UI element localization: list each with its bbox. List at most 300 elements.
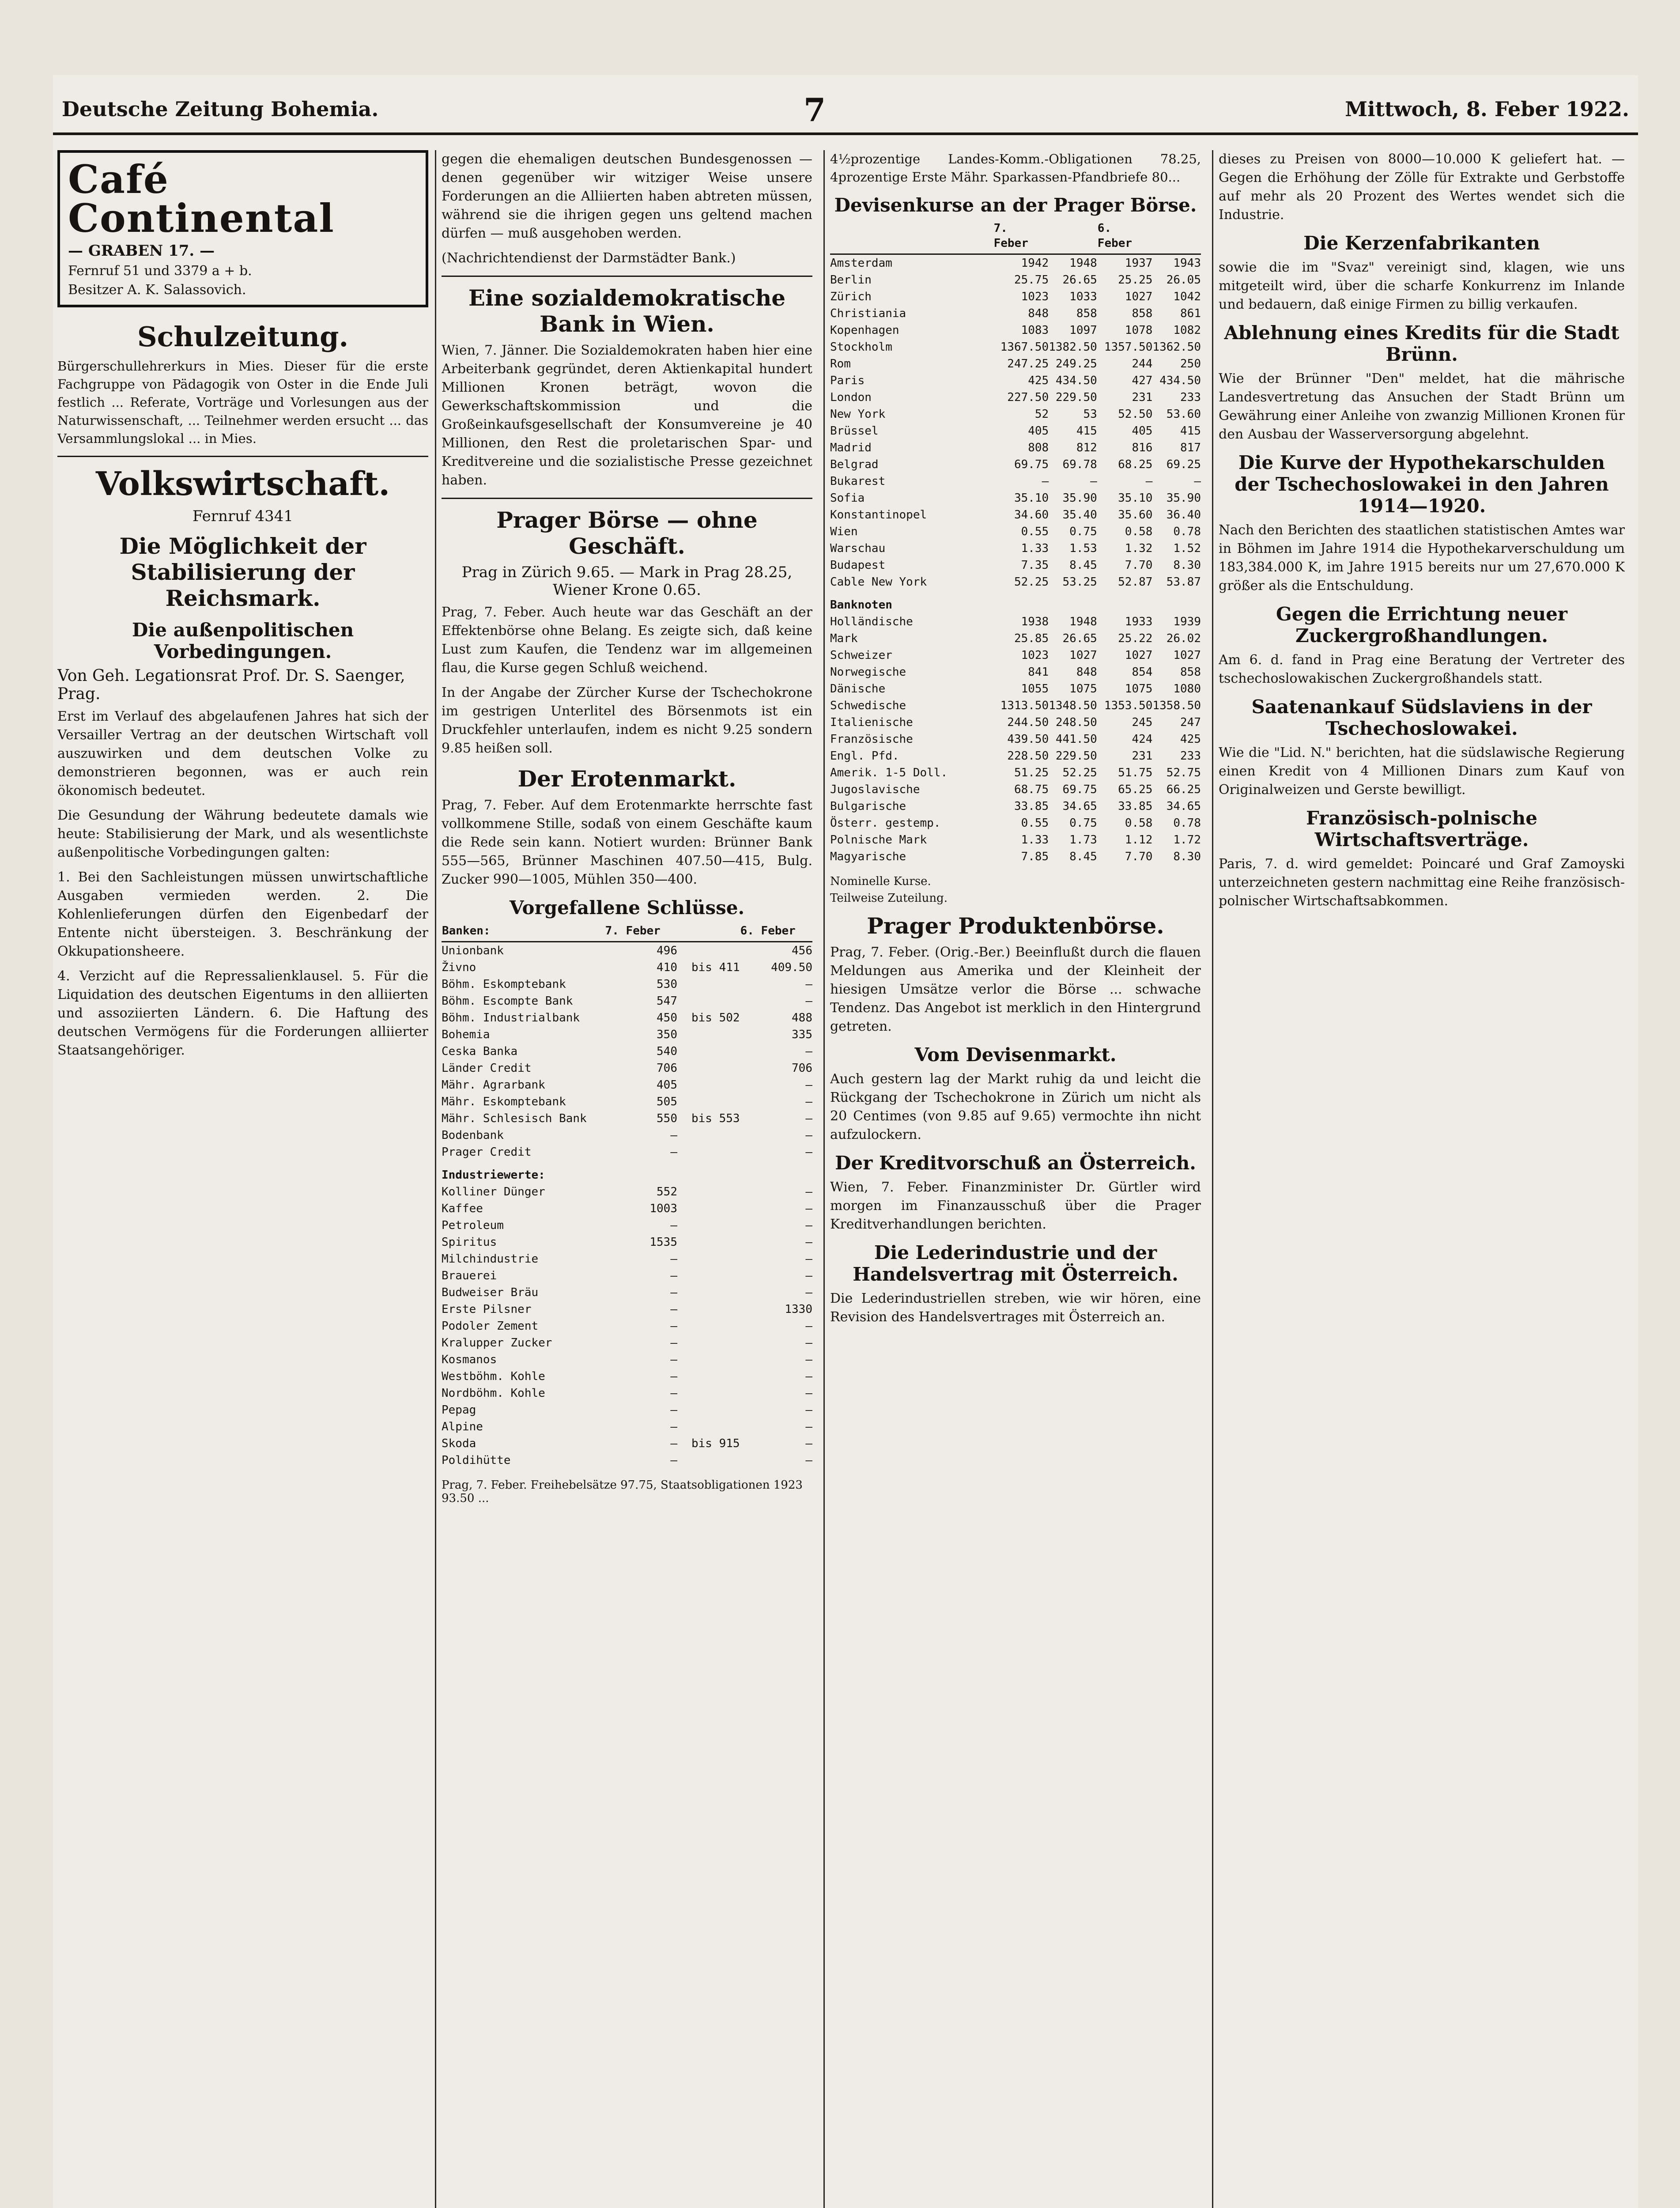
issue-date: Mittwoch, 8. Feber 1922. [1345, 97, 1629, 121]
table-cell: — [1090, 475, 1097, 488]
table-cell: 505 [657, 1095, 677, 1108]
table-cell: 434.50 [1159, 374, 1201, 387]
table-cell: 1078 [1125, 324, 1153, 337]
table-cell: Mähr. Schlesisch Bank [442, 1112, 587, 1125]
note: Teilweise Zuteilung. [830, 892, 948, 905]
produkt-title: Prager Produktenbörse. [867, 913, 1164, 939]
table-row [830, 339, 1201, 355]
table-cell: 26.65 [1062, 273, 1097, 287]
table-row [442, 1127, 812, 1144]
schluesse-table [442, 923, 812, 1469]
table-row [830, 439, 1201, 456]
table-row [830, 272, 1201, 288]
saat-title: Saatenankauf Südslaviens in der Tschechoslowakei. [1251, 696, 1592, 739]
table-cell: 405 [1028, 424, 1049, 438]
table-separator-label: Banknoten [830, 598, 892, 612]
table-cell: 1362.50 [1152, 340, 1201, 354]
table-cell: Holländische [830, 615, 913, 628]
table-cell: — [670, 1269, 677, 1282]
table-cell: 1003 [649, 1202, 677, 1215]
table-cell: 405 [657, 1078, 677, 1092]
table-row [442, 942, 812, 960]
table-cell: 1943 [1173, 257, 1201, 270]
table-cell: 247.25 [1007, 357, 1049, 371]
table-cell: 35.10 [1118, 492, 1153, 505]
table-cell: Podoler Zement [442, 1320, 539, 1333]
table-cell: 854 [1132, 665, 1153, 679]
table-cell: 415 [1180, 424, 1201, 438]
boerse-text: Prag, 7. Feber. Auch heute war das Geschäft an der Effektenbörse ohne Belang. Es zeigte sich, daß keine Lust zum Kaufen, die Tendenz war im allgemeinen flau, die Kurse gegen Schluß weichend. [442, 605, 812, 676]
table-cell: Bohemia [442, 1028, 490, 1041]
table-cell: 1042 [1173, 290, 1201, 303]
table-cell: 52.25 [1062, 766, 1097, 779]
table-cell: 1027 [1069, 649, 1097, 662]
table-cell: 439.50 [1007, 733, 1049, 746]
table-row [442, 993, 812, 1009]
table-cell: 25.75 [1014, 273, 1049, 287]
table-cell: 0.58 [1125, 525, 1153, 538]
column-4 [1219, 150, 1625, 2208]
table-cell: 244 [1132, 357, 1153, 371]
table-row [830, 523, 1201, 540]
column-3 [830, 150, 1201, 2208]
table-cell: — [670, 1420, 677, 1433]
continued-paragraph: gegen die ehemaligen deutschen Bundesgenossen — denen gegenüber wir witziger Weise unsere Forderungen an die Alliierten haben abtreten müssen, während sie die ihrigen gegen uns geltend machen dürfen — muß ausgehoben werden. [442, 151, 812, 241]
table-cell: 52.25 [1014, 575, 1049, 589]
table-cell: 8.45 [1069, 559, 1097, 572]
table-cell: 53.60 [1166, 408, 1201, 421]
table-cell: 405 [1132, 424, 1153, 438]
table-row [442, 1183, 812, 1200]
table-cell [677, 1418, 740, 1435]
table-cell: — [805, 1336, 812, 1350]
table-row [830, 731, 1201, 748]
table-row [830, 355, 1201, 372]
table-row [830, 848, 1201, 865]
table-header [830, 220, 993, 254]
table-row [442, 959, 812, 976]
table-row [830, 613, 1201, 630]
table-row [830, 798, 1201, 815]
table-cell: — [805, 1454, 812, 1467]
table-cell: Mark [830, 632, 858, 645]
table-cell: — [805, 1353, 812, 1366]
article-subtitle: Die außenpolitischen Vorbedingungen. [132, 619, 354, 662]
table-cell: Engl. Pfd. [830, 749, 899, 763]
table-cell: — [670, 1129, 677, 1142]
table-row [442, 1234, 812, 1251]
table-cell: bis 915 [691, 1437, 740, 1450]
table-cell: Erste Pilsner [442, 1303, 532, 1316]
table-cell: — [805, 1045, 812, 1058]
table-cell: 424 [1132, 733, 1153, 746]
table-cell: 69.78 [1062, 458, 1097, 471]
kerzen-title: Die Kerzenfabrikanten [1303, 232, 1540, 254]
table-cell: Österr. gestemp. [830, 817, 941, 830]
table-cell: Alpine [442, 1420, 483, 1433]
table-cell: Böhm. Escompte Bank [442, 994, 573, 1008]
table-cell: Amerik. 1-5 Doll. [830, 766, 948, 779]
table-cell: Christiania [830, 307, 906, 320]
note: Nominelle Kurse. [830, 875, 931, 888]
table-row [830, 540, 1201, 557]
table-cell: 415 [1076, 424, 1097, 438]
article-byline: Von Geh. Legationsrat Prof. Dr. S. Saenger, Prag. [57, 667, 405, 703]
table-cell: Paris [830, 374, 865, 387]
franz-title: Französisch-polnische Wirtschaftsverträge. [1306, 807, 1537, 851]
table-row [830, 697, 1201, 714]
table-cell: 34.60 [1014, 508, 1049, 522]
table-cell [677, 1452, 740, 1469]
table-cell: Westböhm. Kohle [442, 1370, 545, 1383]
table-cell: 1948 [1069, 615, 1097, 628]
table-cell: — [1194, 475, 1201, 488]
table-cell: 434.50 [1055, 374, 1097, 387]
table-cell: 1.12 [1125, 833, 1153, 847]
table-cell: 228.50 [1007, 749, 1049, 763]
table-cell: 65.25 [1118, 783, 1153, 796]
table-cell: Böhm. Industrialbank [442, 1011, 580, 1025]
table-cell: — [805, 978, 812, 991]
table-cell: Wien [830, 525, 858, 538]
article-paragraph: Die Gesundung der Währung bedeutete damals wie heute: Stabilisierung der Mark, und als wesentlichste außenpolitische Vorbedingungen galten: [57, 808, 428, 860]
table-row [830, 714, 1201, 731]
table-cell: — [670, 1336, 677, 1350]
table-cell: 1.33 [1021, 833, 1049, 847]
table-cell: 231 [1132, 749, 1153, 763]
table-cell: — [805, 1269, 812, 1282]
table-cell: Bukarest [830, 475, 886, 488]
table-cell [677, 1093, 740, 1110]
table-cell: 33.85 [1014, 800, 1049, 813]
table-row [442, 1267, 812, 1284]
table-cell: Kopenhagen [830, 324, 899, 337]
table-cell: — [805, 1370, 812, 1383]
table-cell: Nordböhm. Kohle [442, 1387, 545, 1400]
table-cell: 861 [1180, 307, 1201, 320]
table-cell [677, 1318, 740, 1335]
footer-note: Prag, 7. Feber. Freihebelsätze 97.75, Staatsobligationen 1923 93.50 ... [442, 1478, 803, 1505]
table-cell: 0.78 [1173, 817, 1201, 830]
table-cell: Französische [830, 733, 913, 746]
table-cell: 1.32 [1125, 542, 1153, 555]
table-row [830, 254, 1201, 272]
table-cell [677, 1026, 740, 1043]
table-row [442, 1043, 812, 1060]
table-cell: 249.25 [1055, 357, 1097, 371]
table-row [830, 664, 1201, 681]
table-cell: 1330 [785, 1303, 812, 1316]
table-cell [677, 1217, 740, 1234]
table-cell [677, 1127, 740, 1144]
table-row [830, 681, 1201, 697]
erotenmarkt-text: Prag, 7. Feber. Auf dem Erotenmarkte herrschte fast vollkommene Stille, sodaß von einem Geschäfte kaum die Rede sein kann. Notiert wurden: Brünner Bank 555—565, Brünner Maschinen 407.50—415, Bulg. Zucker 990—1005, Mühlen 350—400. [442, 798, 812, 887]
table-cell: 51.75 [1118, 766, 1153, 779]
phone-number: Fernruf 4341 [192, 507, 294, 525]
table-row [830, 630, 1201, 647]
boerse-title: Prager Börse — ohne Geschäft. [496, 507, 758, 559]
table-row [830, 305, 1201, 322]
table-separator-label: Industriewerte: [442, 1168, 545, 1182]
table-cell [677, 993, 740, 1009]
table-cell: — [805, 1219, 812, 1232]
table-cell: 0.75 [1069, 525, 1097, 538]
table-cell: — [805, 1236, 812, 1249]
table-cell: 1075 [1069, 682, 1097, 696]
table-header [677, 923, 740, 942]
table-row [442, 1251, 812, 1267]
table-cell: 335 [792, 1028, 812, 1041]
bank-title: Eine sozialdemokratische Bank in Wien. [468, 285, 786, 337]
table-cell: 68.75 [1014, 783, 1049, 796]
table-cell: 0.78 [1173, 525, 1201, 538]
table-row [442, 1301, 812, 1318]
table-row [830, 406, 1201, 423]
table-cell: 488 [792, 1011, 812, 1025]
table-cell: 35.40 [1062, 508, 1097, 522]
table-cell: 350 [657, 1028, 677, 1041]
table-cell: 227.50 [1007, 391, 1049, 404]
table-cell: Konstantinopel [830, 508, 927, 522]
table-cell: 1942 [1021, 257, 1049, 270]
table-cell: Mähr. Eskomptebank [442, 1095, 566, 1108]
table-cell: Cable New York [830, 575, 927, 589]
table-cell: 25.25 [1118, 273, 1153, 287]
boerse-text-2: In der Angabe der Zürcher Kurse der Tschechokrone im gestrigen Unterlitel des Börsenmots ist ein Druckfehler unterlaufen, indem es nicht 9.25 sondern 9.85 heißen soll. [442, 685, 812, 756]
table-cell: Unionbank [442, 944, 504, 957]
table-cell: 540 [657, 1045, 677, 1058]
table-row [442, 1009, 812, 1026]
table-cell [677, 1183, 740, 1200]
table-header [1049, 220, 1097, 254]
table-cell: — [670, 1437, 677, 1450]
table-cell [677, 1368, 740, 1385]
table-cell: — [1042, 475, 1049, 488]
table-cell: Živno [442, 961, 476, 974]
table-cell: 8.30 [1173, 850, 1201, 863]
table-cell [677, 1385, 740, 1402]
page-number: 7 [804, 91, 826, 129]
table-cell: — [805, 1420, 812, 1433]
table-row [442, 1217, 812, 1234]
table-cell: 26.05 [1166, 273, 1201, 287]
article-paragraph: Erst im Verlauf des abgelaufenen Jahres hat sich der Versailler Vertrag an der deutschen Wirtschaft voll auszuwirken und dem deutschen Volke zu demonstrieren begonnen, was er auch rein ökonomisch bedeutet. [57, 709, 428, 798]
table-cell: Spiritus [442, 1236, 497, 1249]
table-cell: — [670, 1219, 677, 1232]
table-cell: 52 [1034, 408, 1049, 421]
table-cell: 35.10 [1014, 492, 1049, 505]
table-cell [677, 1077, 740, 1093]
table-cell: 1535 [649, 1236, 677, 1249]
table-cell [677, 1060, 740, 1077]
table-cell [677, 1251, 740, 1267]
table-row [442, 1452, 812, 1469]
table-cell: 1082 [1173, 324, 1201, 337]
table-cell: 1382.50 [1049, 340, 1097, 354]
table-row [442, 1144, 812, 1161]
devisen-table [830, 220, 1201, 865]
cafe-advertisement [57, 150, 428, 307]
ablehnung-title: Ablehnung eines Kredits für die Stadt Brünn. [1224, 322, 1620, 365]
table-row [830, 423, 1201, 439]
section-title-schulzeitung: Schulzeitung. [137, 321, 349, 353]
ad-address: — GRABEN 17. — [68, 242, 215, 260]
table-cell: Petroleum [442, 1219, 504, 1232]
table-cell: Jugoslavische [830, 783, 920, 796]
table-cell: 1027 [1125, 290, 1153, 303]
leder-text: Die Lederindustriellen streben, wie wir hören, eine Revision des Handelsvertrages mit Österreich an. [830, 1291, 1201, 1325]
table-cell: bis 553 [691, 1112, 740, 1125]
table-row [830, 473, 1201, 490]
table-cell [677, 1351, 740, 1368]
table-cell: Warschau [830, 542, 886, 555]
table-cell: 51.25 [1014, 766, 1049, 779]
table-header [1152, 220, 1201, 254]
table-cell [677, 1144, 740, 1161]
boerse-subtitle: Prag in Zürich 9.65. — Mark in Prag 28.25, Wiener Krone 0.65. [461, 563, 793, 599]
table-cell: Sofia [830, 492, 865, 505]
table-cell [677, 1200, 740, 1217]
table-cell: 1023 [1021, 290, 1049, 303]
table-cell: Rom [830, 357, 851, 371]
erotenmarkt-title: Der Erotenmarkt. [517, 766, 736, 792]
table-cell: 812 [1076, 441, 1097, 454]
table-cell: Bodenbank [442, 1129, 504, 1142]
produkt-text: Prag, 7. Feber. (Orig.-Ber.) Beeinflußt durch die flauen Meldungen aus Amerika und der Kleinheit der hiesigen Umsätze verlor die Börse ... schwache Tendenz. Das Angebot ist merklich in den Hintergrund getreten. [830, 945, 1201, 1034]
table-row [442, 1351, 812, 1368]
table-cell: 233 [1180, 749, 1201, 763]
table-cell: Bulgarische [830, 800, 906, 813]
table-row [830, 781, 1201, 798]
table-body [442, 942, 812, 1469]
table-cell: Budweiser Bräu [442, 1286, 539, 1299]
table-row [442, 1200, 812, 1217]
table-header: 7. Feber [605, 923, 677, 942]
table-cell: bis 411 [691, 961, 740, 974]
table-row [442, 1335, 812, 1351]
table-cell: Länder Credit [442, 1062, 532, 1075]
table-cell: Budapest [830, 559, 886, 572]
table-cell: 34.65 [1166, 800, 1201, 813]
table-cell [677, 1043, 740, 1060]
table-cell: — [670, 1252, 677, 1266]
hypo-title: Die Kurve der Hypothekarschulden der Tschechoslowakei in den Jahren 1914—1920. [1235, 452, 1609, 517]
table-cell: Magyarische [830, 850, 906, 863]
table-cell: 7.35 [1021, 559, 1049, 572]
table-cell: Prager Credit [442, 1146, 532, 1159]
table-header: Banken: [442, 923, 605, 942]
table-cell: 25.22 [1118, 632, 1153, 645]
newspaper-name: Deutsche Zeitung Bohemia. [62, 97, 379, 121]
table-cell: 1023 [1021, 649, 1049, 662]
table-cell: 52.87 [1118, 575, 1153, 589]
table-cell: 1933 [1125, 615, 1153, 628]
table-cell: Dänische [830, 682, 886, 696]
table-row [830, 507, 1201, 523]
bank-text: Wien, 7. Jänner. Die Sozialdemokraten haben hier eine Arbeiterbank gegründet, deren Aktienkapital hundert Millionen Kronen beträgt, wovon die Gewerkschaftskommission und die Großeinkaufsgesellschaft der Konsumvereine je 40 Millionen, den Rest die proletarischen Spar- und Kreditvereine und die sozialistische Presse gezeichnet haben. [442, 343, 812, 488]
kredit-text: Wien, 7. Feber. Finanzminister Dr. Gürtler wird morgen im Finanzausschuß über die Prager Kreditverhandlungen berichten. [830, 1180, 1201, 1232]
table-row [830, 389, 1201, 406]
table-cell: Italienische [830, 716, 913, 729]
table-cell: 35.90 [1166, 492, 1201, 505]
table-cell: — [1145, 475, 1153, 488]
table-cell: 26.02 [1166, 632, 1201, 645]
table-cell: 245 [1132, 716, 1153, 729]
table-row [830, 322, 1201, 339]
table-cell [677, 1234, 740, 1251]
table-cell: — [805, 1403, 812, 1417]
table-cell: 858 [1180, 665, 1201, 679]
table-cell: — [670, 1387, 677, 1400]
column-rule [823, 150, 825, 2208]
zucker-text: Am 6. d. fand in Prag eine Beratung der Vertreter des tschechoslowakischen Zuckergroßhandels statt. [1219, 652, 1625, 686]
table-cell: — [805, 1320, 812, 1333]
kredit-title: Der Kreditvorschuß an Österreich. [835, 1152, 1196, 1174]
table-cell: 7.85 [1021, 850, 1049, 863]
table-separator [830, 590, 1201, 613]
table-cell [677, 942, 740, 960]
table-cell: 26.65 [1062, 632, 1097, 645]
table-cell: 496 [657, 944, 677, 957]
table-cell: — [805, 1286, 812, 1299]
continued-paragraph: dieses zu Preisen von 8000—10.000 K geliefert hat. — Gegen die Erhöhung der Zölle für Extrakte und Gerbstoffe auf mehr als 20 Prozent des Wertes wendet sich die Industrie. [1219, 151, 1625, 223]
ablehnung-text: Wie der Brünner "Den" meldet, hat die mährische Landesvertretung das Ansuchen der Stadt Brünn um Gewährung einer Anleihe von zwanzig Millionen Kronen für den Ausbau der Wasserversorgung abgelehnt. [1219, 371, 1625, 442]
table-cell: — [805, 1202, 812, 1215]
table-cell: 247 [1180, 716, 1201, 729]
table-cell: 33.85 [1118, 800, 1153, 813]
table-cell: — [670, 1454, 677, 1467]
table-cell: 0.55 [1021, 525, 1049, 538]
table-row [442, 1093, 812, 1110]
table-cell: 52.50 [1118, 408, 1153, 421]
table-cell: 1033 [1069, 290, 1097, 303]
table-cell: 1.52 [1173, 542, 1201, 555]
table-cell: 7.70 [1125, 559, 1153, 572]
table-cell: 530 [657, 978, 677, 991]
table-cell: 552 [657, 1185, 677, 1199]
article-paragraph: 1. Bei den Sachleistungen müssen unwirtschaftliche Ausgaben vermieden werden. 2. Die Kohlenlieferungen dürfen den Eigenbedarf der Entente nicht übersteigen. 3. Beschränkung der Okkupationsheere. [57, 870, 428, 959]
table-cell: 1.72 [1173, 833, 1201, 847]
table-cell: 231 [1132, 391, 1153, 404]
table-cell: 1358.50 [1152, 699, 1201, 712]
table-row [442, 1110, 812, 1127]
table-row [830, 832, 1201, 848]
divider [57, 456, 428, 457]
ad-brand: Café Continental [68, 156, 335, 241]
divider [442, 498, 812, 499]
leder-title: Die Lederindustrie und der Handelsvertrag mit Österreich. [853, 1242, 1178, 1285]
table-cell: 1313.50 [1000, 699, 1049, 712]
table-cell: — [670, 1370, 677, 1383]
table-row [442, 976, 812, 993]
table-cell: 0.55 [1021, 817, 1049, 830]
table-header: 7. Feber [993, 220, 1049, 254]
table-cell: 409.50 [771, 961, 812, 974]
table-cell: Kralupper Zucker [442, 1336, 552, 1350]
table-cell: Brüssel [830, 424, 879, 438]
table-cell: — [805, 1095, 812, 1108]
table-row [442, 1385, 812, 1402]
table-cell: 1357.50 [1104, 340, 1153, 354]
table-row [442, 1435, 812, 1452]
table-cell: 848 [1028, 307, 1049, 320]
table-cell: 1.73 [1069, 833, 1097, 847]
table-row [442, 1077, 812, 1093]
table-cell: — [670, 1303, 677, 1316]
table-cell: — [805, 1437, 812, 1450]
table-cell: 69.25 [1166, 458, 1201, 471]
column-rule [435, 150, 436, 2208]
